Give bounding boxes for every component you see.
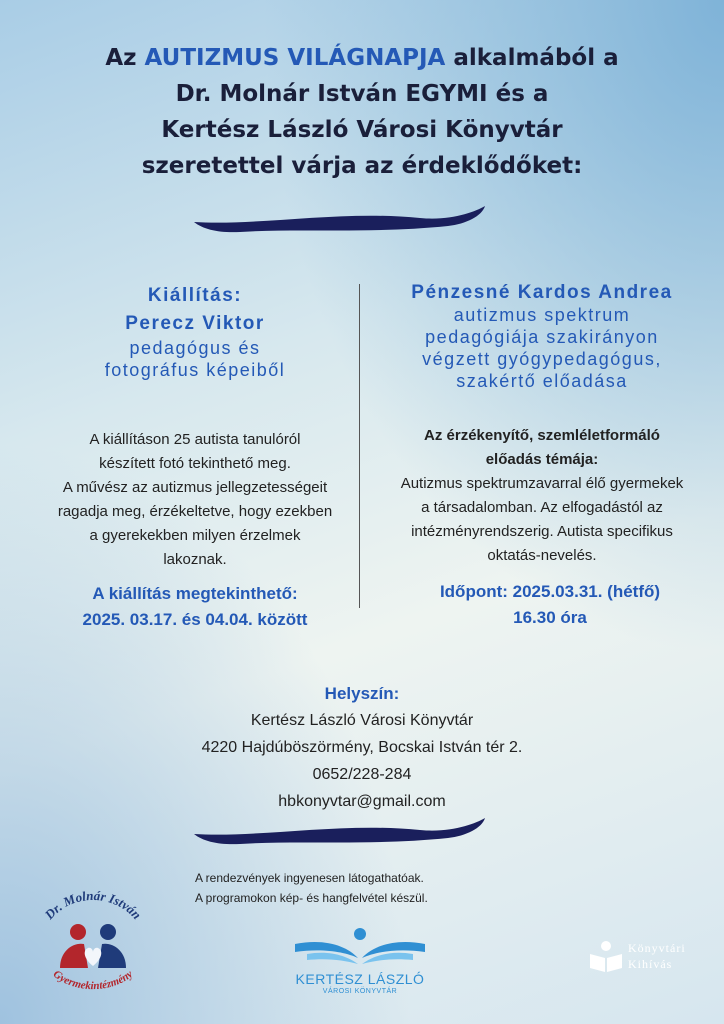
speaker-subtitle-2: pedagógiája szakirányon [425,327,659,347]
exhibition-title: Kiállítás: [147,285,243,306]
venue-label: Helyszín: [324,684,400,703]
lecture-column [372,282,712,392]
library-logo [285,922,435,1002]
venue-email: hbkonyvtar@gmail.com [278,793,446,810]
notice [195,868,515,908]
exhibition-date-value: 2025. 03.17. és 04.04. között [82,610,308,629]
gyermekintezmeny-logo [28,890,158,1000]
header-line-2: Dr. Molnár István EGYMI és a [175,81,549,107]
notice-line-1: A rendezvények ingyenesen látogathatóak. [195,871,424,885]
exhibition-description: A kiállításon 25 autista tanulóról készített fotó tekinthető meg. A művész az autizmus jellegzetességeit ragadja meg, érzékeltetve, hogy ezekben a gyerekekben milyen érzelmek lakoznak. [57,431,333,568]
speaker-subtitle-1: autizmus spektrum [453,305,631,325]
poster-header [60,40,664,184]
decorative-swoosh-top [190,200,490,240]
exhibition-column [30,285,360,381]
svg-text:Gyermekintézmény: Gyermekintézmény [50,968,136,993]
topic-label-2: előadás témája: [485,451,599,468]
people-icon [60,924,126,968]
kihivas-logo-line-2: Kihívás [628,957,673,971]
library-logo-name: KERTÉSZ LÁSZLÓ [295,971,425,987]
library-logo-sub: VÁROSI KÖNYVTÁR [322,988,398,995]
speaker-name: Pénzesné Kardos Andrea [411,282,673,303]
header-line-3: Kertész László Városi Könyvtár [161,117,563,143]
venue-address: 4220 Hajdúböszörmény, Bocskai István tér 2. [201,739,523,756]
kihivas-logo-line-1: Könyvtári [628,941,686,955]
header-line-1: Az AUTIZMUS VILÁGNAPJA alkalmából a [105,45,619,71]
speaker-subtitle-3: végzett gyógypedagógus, [422,349,662,369]
svg-text:Dr. Molnár István: Dr. Molnár István [41,890,145,923]
venue-phone: 0652/228-284 [312,766,412,783]
venue-block [112,680,612,815]
notice-line-2: A programokon kép- és hangfelvétel készül. [195,891,428,905]
exhibition-dates [30,581,360,633]
column-divider [359,284,360,608]
artist-name: Perecz Viktor [125,313,265,334]
autism-day-highlight: AUTIZMUS VILÁGNAPJA [144,45,446,71]
decorative-swoosh-bottom [190,812,490,852]
book-reader-icon [588,938,624,974]
konyvtari-kihivas-logo [588,936,698,980]
header-line-4: szeretettel várja az érdeklődőket: [141,153,583,179]
lecture-time: 16.30 óra [513,608,587,627]
artist-subtitle-1: pedagógus és [129,338,261,358]
topic-label-1: Az érzékenyítő, szemléletformáló [424,427,660,444]
artist-subtitle-2: fotográfus képeiből [104,360,286,380]
exhibition-date-label: A kiállítás megtekinthető: [92,584,298,603]
venue-name: Kertész László Városi Könyvtár [250,712,474,729]
lecture-date [380,579,720,631]
speaker-subtitle-4: szakértő előadása [456,371,628,391]
lecture-date-line-1: Időpont: 2025.03.31. (hétfő) [439,582,661,601]
lecture-topic: Az érzékenyítő, szemléletformáló előadás témája: Autizmus spektrumzavarral élő gyermekek a társadalomban. Az elfogadástól az intézményrendszerig. Autista specifikus oktatás-nevelés. [372,424,712,568]
library-book-icon [285,922,435,966]
